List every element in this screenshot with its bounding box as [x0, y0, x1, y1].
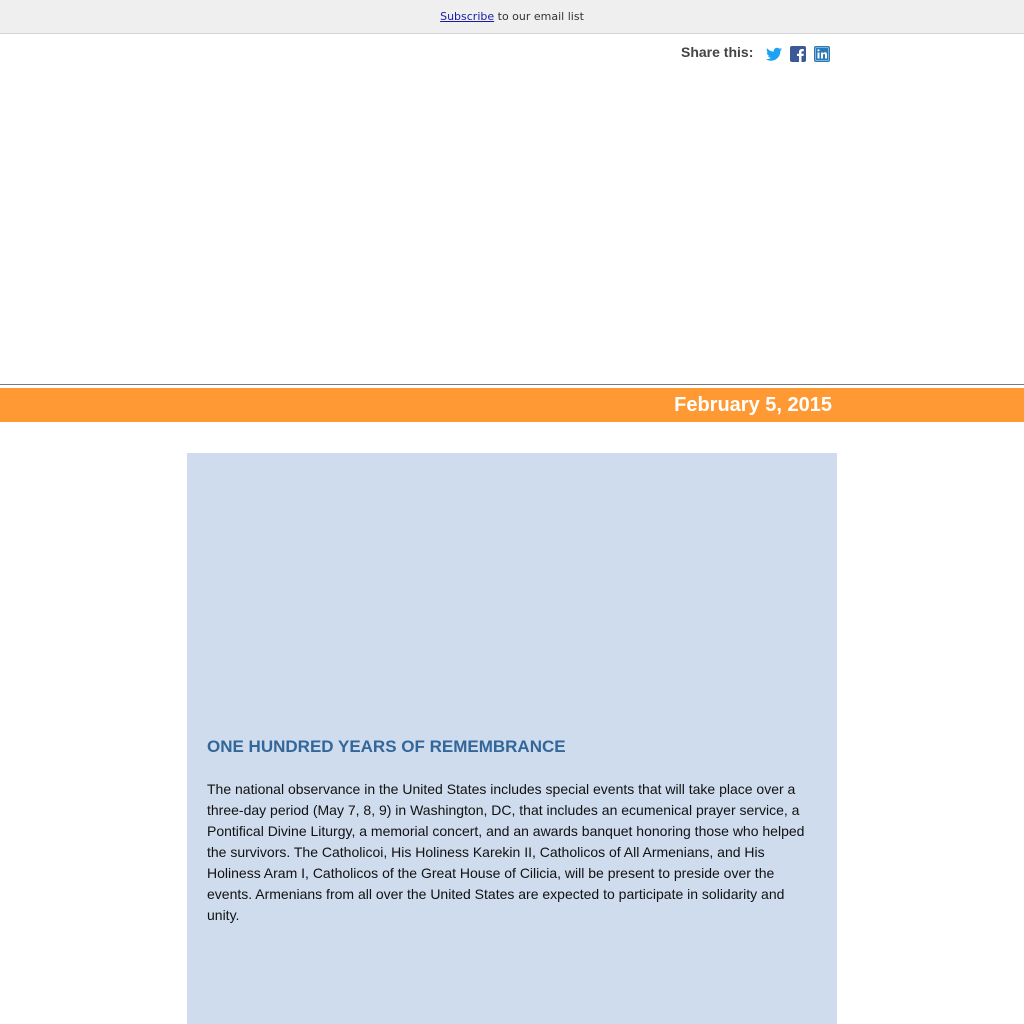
subscribe-bar — [0, 0, 1024, 34]
linkedin-icon[interactable] — [813, 45, 831, 63]
subscribe-suffix-text: to our email list — [494, 10, 584, 23]
share-bar — [681, 44, 837, 64]
header-divider — [0, 384, 1024, 385]
twitter-icon[interactable] — [765, 45, 783, 63]
date-banner — [0, 388, 1024, 422]
article-headline: ONE HUNDRED YEARS OF REMEMBRANCE — [207, 737, 566, 756]
share-label: Share this: — [681, 44, 754, 60]
issue-date: February 5, 2015 — [674, 394, 832, 416]
facebook-icon[interactable] — [789, 45, 807, 63]
article-panel — [187, 453, 837, 1024]
article-body: The national observance in the United States includes special events that will take place over a three-day period (May 7, 8, 9) in Washington, DC, that includes an ecumenical prayer service, a Pontifical Divine Liturgy, a memorial concert, and an awards banquet honoring those who helped the survivors. The Catholicoi, His Holiness Karekin II, Catholicos of All Armenians, and His Holiness Aram I, Catholicos of the Great House of Cilicia, will be present to preside over the events. Armenians from all over the United States are expected to participate in solidarity and unity. — [207, 781, 805, 923]
subscribe-link[interactable]: Subscribe — [440, 10, 495, 23]
